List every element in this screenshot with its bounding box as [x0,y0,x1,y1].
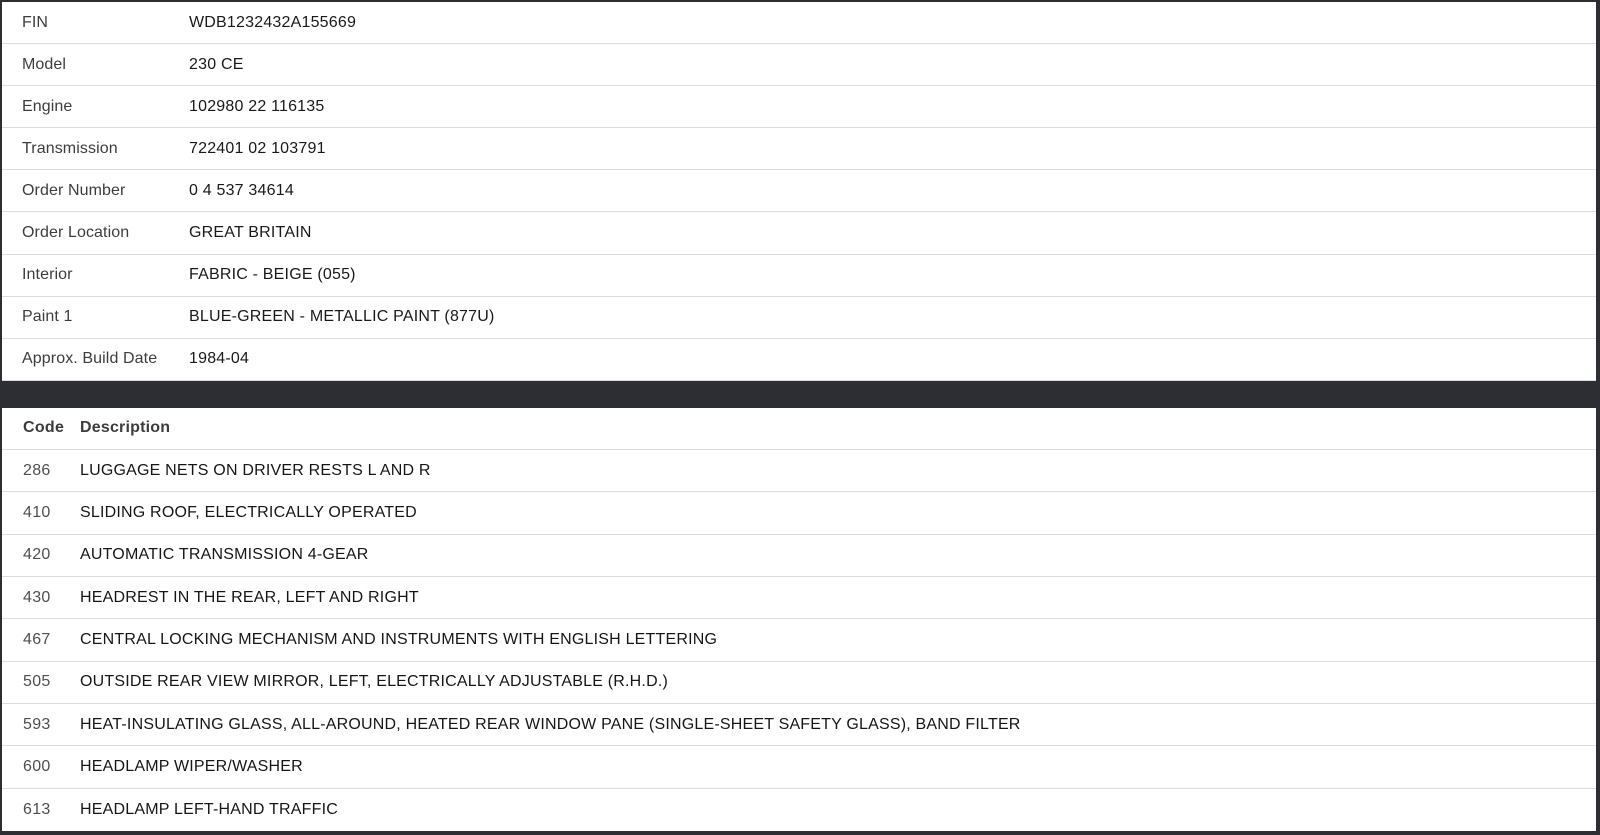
row-value: 722401 02 103791 [189,139,326,157]
row-value: 102980 22 116135 [189,97,325,115]
row-value: 1984-04 [189,350,250,368]
equipment-code: 467 [23,630,51,648]
equipment-description: AUTOMATIC TRANSMISSION 4-GEAR [80,546,369,564]
vehicle-info-table [2,2,1596,381]
equipment-description: SLIDING ROOF, ELECTRICALLY OPERATED [80,504,417,522]
equipment-row-420 [2,535,1596,577]
vehicle-info-row-transmission [2,128,1596,170]
equipment-description: LUGGAGE NETS ON DRIVER RESTS L AND R [80,461,431,479]
equipment-row-430 [2,577,1596,619]
vehicle-info-row-order-location [2,212,1596,254]
equipment-description: CENTRAL LOCKING MECHANISM AND INSTRUMENTS WITH ENGLISH LETTERING [80,630,718,648]
row-value: 230 CE [189,55,244,73]
equipment-code: 593 [23,715,51,733]
equipment-code: 430 [23,588,51,606]
row-value: FABRIC - BEIGE (055) [189,266,356,284]
row-value: GREAT BRITAIN [189,224,312,242]
description-column-header: Description [80,419,171,437]
code-column-header: Code [23,419,65,437]
row-label: Paint 1 [22,308,73,326]
row-value: 0 4 537 34614 [189,181,294,199]
row-label: Interior [22,266,73,284]
row-value: BLUE-GREEN - METALLIC PAINT (877U) [189,308,495,326]
equipment-code: 600 [23,757,51,775]
row-label: Approx. Build Date [22,350,158,368]
row-label: Transmission [22,139,118,157]
vehicle-info-row-model [2,44,1596,86]
equipment-description: HEADLAMP LEFT-HAND TRAFFIC [80,800,338,818]
equipment-description: OUTSIDE REAR VIEW MIRROR, LEFT, ELECTRICALLY ADJUSTABLE (R.H.D.) [80,673,669,691]
equipment-row-600 [2,746,1596,788]
equipment-row-505 [2,662,1596,704]
row-label: Order Location [22,224,130,242]
vehicle-info-row-engine [2,86,1596,128]
row-label: Order Number [22,181,126,199]
vehicle-info-row-build-date [2,339,1596,381]
section-divider-band [2,381,1596,408]
equipment-description: HEADLAMP WIPER/WASHER [80,757,303,775]
equipment-code: 505 [23,673,51,691]
equipment-code: 420 [23,546,51,564]
equipment-description: HEAT-INSULATING GLASS, ALL-AROUND, HEATED REAR WINDOW PANE (SINGLE-SHEET SAFETY GLASS), BAND FILTER [80,715,1021,733]
equipment-description: HEADREST IN THE REAR, LEFT AND RIGHT [80,588,419,606]
equipment-row-286 [2,450,1596,492]
equipment-row-593 [2,704,1596,746]
equipment-code: 613 [23,800,51,818]
row-value: WDB1232432A155669 [189,13,357,31]
equipment-code: 410 [23,504,51,522]
vehicle-info-row-order-number [2,170,1596,212]
equipment-table-header [2,408,1596,450]
row-label: FIN [22,13,49,31]
row-label: Engine [22,97,73,115]
equipment-row-613 [2,789,1596,831]
vehicle-info-row-interior [2,255,1596,297]
equipment-row-467 [2,619,1596,661]
equipment-row-410 [2,492,1596,534]
equipment-code: 286 [23,461,51,479]
equipment-codes-table [2,408,1596,831]
vehicle-info-row-fin [2,2,1596,44]
vehicle-info-row-paint [2,297,1596,339]
row-label: Model [22,55,67,73]
